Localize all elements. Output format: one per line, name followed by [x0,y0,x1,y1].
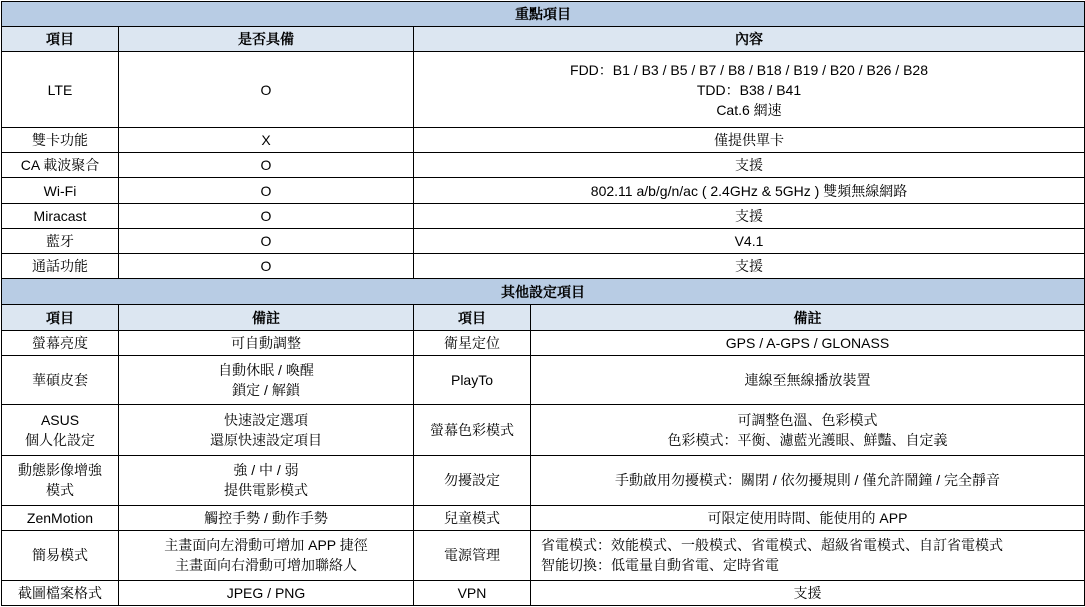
cell-text-line: 其他設定項目 [501,283,585,300]
setting-row [2,506,1085,531]
supported-cell [119,254,414,279]
setting-item-cell [414,531,531,580]
cell-text-line: 電源管理 [444,547,500,564]
cell-text-line: 截圖檔案格式 [18,584,102,601]
cell-text-line: O [260,232,272,249]
cell-text-line: 項目 [458,309,486,326]
setting-item-cell [414,405,531,455]
cell-text-line: 可限定使用時間、能使用的 APP [707,510,908,527]
cell-text-line: ASUS [40,411,80,428]
key-item-row [2,254,1085,279]
header-cell-item: 項目 [2,27,119,52]
cell-text-line: 可自動調整 [231,334,301,351]
setting-row [2,531,1085,580]
cell-text-line: 動態影像增強 [18,462,102,479]
header-cell-supported: 是否具備 [119,27,414,52]
item-cell [2,254,119,279]
header-row [2,27,1085,52]
content-cell [414,254,1085,279]
cell-text-line: 支援 [735,157,763,174]
supported-cell [119,52,414,128]
supported-cell [119,203,414,228]
setting-row [2,330,1085,355]
cell-text-line: O [260,207,272,224]
content-cell [414,228,1085,253]
cell-text-line: JPEG / PNG [226,584,306,601]
setting-item-cell [414,455,531,505]
cell-text-line: 自動休眠 / 喚醒 [218,362,314,379]
cell-text-line: 色彩模式：平衡、濾藍光護眼、鮮豔、自定義 [667,431,948,448]
cell-text-line: 衛星定位 [444,334,500,351]
setting-note-cell [531,531,1085,580]
content-cell [414,153,1085,178]
cell-text-line: 備註 [793,309,822,326]
setting-item-cell [414,580,531,605]
cell-text-line: O [260,157,272,174]
cell-text-line: 省電模式：效能模式、一般模式、省電模式、超級省電模式、自訂省電模式 [541,537,1003,554]
cell-text-line: O [260,81,272,98]
setting-note-cell [119,455,414,505]
cell-text-line: X [261,132,271,149]
setting-note-cell [531,405,1085,455]
cell-text-line: 連線至無線播放裝置 [744,372,871,389]
cell-text-line: 華碩皮套 [32,372,88,389]
cell-text-line: 僅提供單卡 [714,132,784,149]
setting-note-cell [119,531,414,580]
supported-cell [119,178,414,203]
cell-text-line: 螢幕色彩模式 [430,421,514,438]
cell-text-line: PlayTo [450,372,494,389]
content-cell [414,203,1085,228]
setting-note-cell [531,355,1085,404]
cell-text-line: 手動啟用勿擾模式：關閉 / 依勿擾規則 / 僅允許鬧鐘 / 完全靜音 [614,472,1000,489]
cell-text-line: VPN [457,584,487,601]
cell-text-line: 提供電影模式 [224,482,308,499]
item-cell [2,203,119,228]
setting-note-cell [119,580,414,605]
cell-text-line: Cat.6 網速 [716,101,782,118]
section-title-key-items: 重點項目 [2,2,1085,27]
item-cell [2,128,119,153]
cell-text-line: 兒童模式 [444,510,500,527]
setting-note-cell [119,330,414,355]
item-cell [2,153,119,178]
cell-text-line: 主畫面向左滑動可增加 APP 捷徑 [164,537,368,554]
setting-row [2,355,1085,404]
setting-item-cell [414,330,531,355]
supported-cell [119,153,414,178]
spec-table [1,1,1085,606]
section-title-row [2,279,1085,305]
setting-note-cell [119,405,414,455]
cell-text-line: O [260,182,272,199]
setting-item-cell [2,355,119,404]
supported-cell [119,228,414,253]
cell-text-line: Miracast [33,207,87,224]
setting-item-cell [414,506,531,531]
cell-text-line: 藍牙 [46,232,74,249]
header-cell-item [2,305,119,330]
cell-text-line: 備註 [252,309,280,326]
cell-text-line: 快速設定選項 [224,411,308,428]
cell-text-line: O [260,258,272,275]
cell-text-line: 還原快速設定項目 [210,431,322,448]
cell-text-line: 可調整色溫、色彩模式 [737,411,878,428]
cell-text-line: LTE [47,81,73,98]
cell-text-line: 主畫面向右滑動可增加聯絡人 [175,557,357,574]
item-cell [2,178,119,203]
setting-note-cell [531,506,1085,531]
cell-text-line: Wi-Fi [43,182,77,199]
cell-text-line: GPS / A-GPS / GLONASS [725,334,890,351]
cell-text-line: 智能切換：低電量自動省電、定時省電 [541,557,779,574]
cell-text-line: 強 / 中 / 弱 [233,462,299,479]
setting-item-cell [414,355,531,404]
supported-cell [119,128,414,153]
setting-note-cell [531,580,1085,605]
key-item-row [2,228,1085,253]
setting-note-cell [119,506,414,531]
item-cell [2,52,119,128]
setting-row [2,405,1085,455]
section-title-row [2,2,1085,27]
setting-item-cell [2,506,119,531]
key-item-row [2,128,1085,153]
cell-text-line: CA 載波聚合 [20,157,100,174]
setting-item-cell [2,580,119,605]
key-item-row [2,153,1085,178]
setting-row [2,455,1085,505]
header-cell-item [414,305,531,330]
setting-item-cell [2,405,119,455]
cell-text-line: 簡易模式 [32,547,88,564]
item-cell [2,228,119,253]
cell-text-line: 項目 [46,309,74,326]
cell-text-line: 通話功能 [32,258,88,275]
section-title-other-settings [2,279,1085,305]
cell-text-line: TDD：B38 / B41 [696,81,802,98]
cell-text-line: ZenMotion [26,510,94,527]
content-cell [414,128,1085,153]
setting-row [2,580,1085,605]
cell-text-line: 雙卡功能 [32,132,88,149]
cell-text-line: 支援 [735,258,763,275]
setting-item-cell [2,330,119,355]
spec-table-body [2,2,1085,606]
setting-note-cell [119,355,414,404]
header-cell-note [119,305,414,330]
cell-text-line: 個人化設定 [25,431,95,448]
content-cell [414,178,1085,203]
header-row [2,305,1085,330]
setting-item-cell [2,455,119,505]
cell-text-line: 觸控手勢 / 動作手勢 [204,510,328,527]
cell-text-line: 支援 [735,207,763,224]
cell-text-line: FDD：B1 / B3 / B5 / B7 / B8 / B18 / B19 / B20 / B26 / B28 [570,61,928,78]
cell-text-line: 模式 [46,482,74,499]
setting-item-cell [2,531,119,580]
cell-text-line: 支援 [793,584,822,601]
header-cell-note [531,305,1085,330]
key-item-row [2,203,1085,228]
cell-text-line: 螢幕亮度 [32,334,88,351]
key-item-row [2,178,1085,203]
setting-note-cell [531,330,1085,355]
cell-text-line: 鎖定 / 解鎖 [232,382,300,399]
cell-text-line: 勿擾設定 [444,472,500,489]
cell-text-line: 802.11 a/b/g/n/ac ( 2.4GHz & 5GHz ) 雙頻無線網路 [590,182,908,199]
content-cell [414,52,1085,128]
key-item-row [2,52,1085,128]
setting-note-cell [531,455,1085,505]
cell-text-line: V4.1 [734,232,764,249]
header-cell-content: 內容 [414,27,1085,52]
